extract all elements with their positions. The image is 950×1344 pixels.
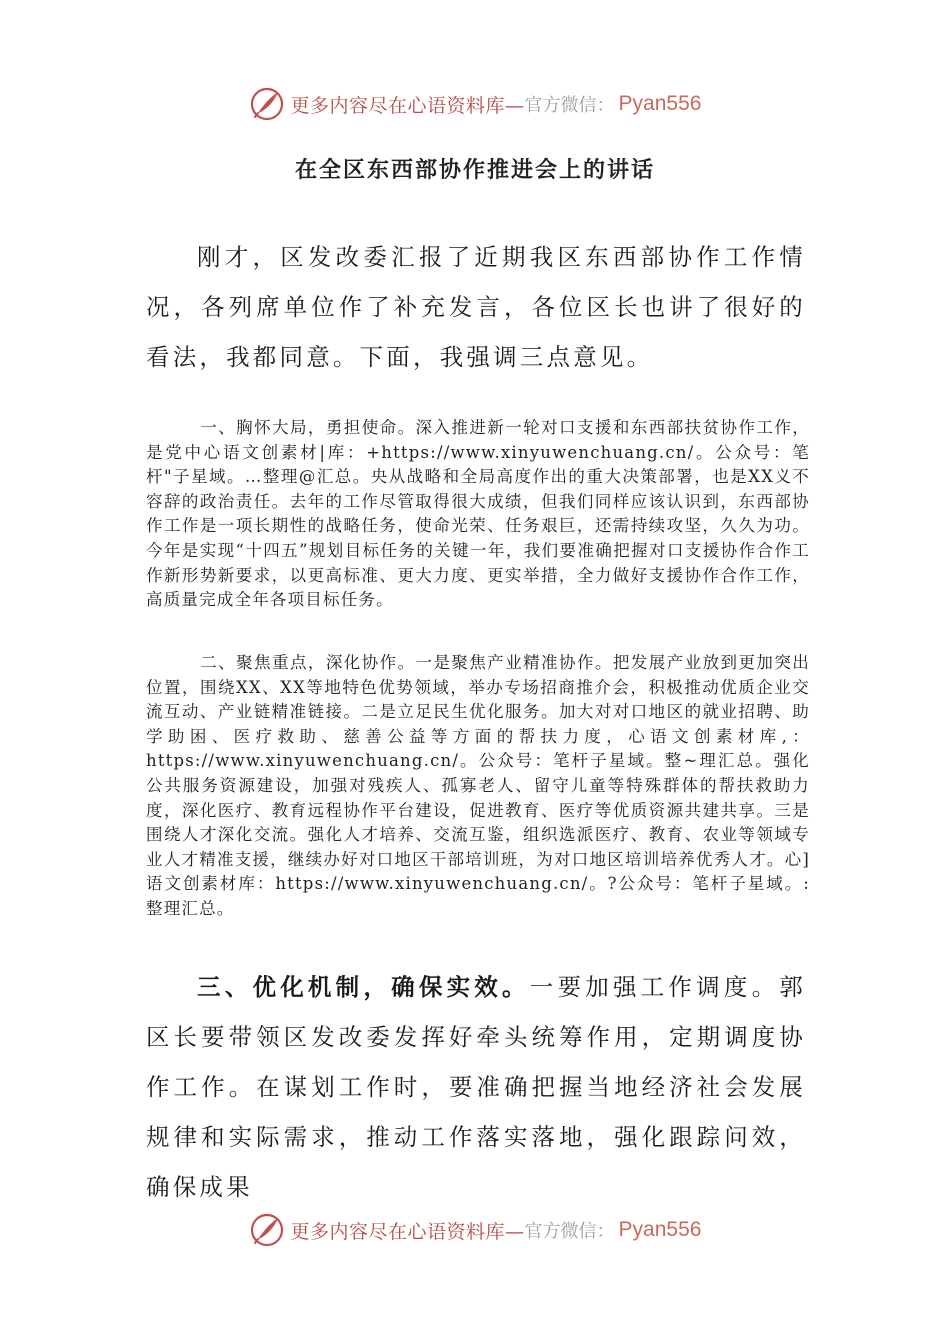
wechat-label: 官方微信： [524,1221,615,1242]
quill-pen-logo-icon [249,1212,285,1248]
banner-text: 更多内容尽在心语资料库— [290,1220,525,1243]
banner-text: 更多内容尽在心语资料库— [290,94,525,117]
paragraph-section-two-text: 二、聚焦重点，深化协作。一是聚焦产业精准协作。把发展产业放到更加突出位置，围绕XX、XX等地特色优势领域，举办专场招商推介会，积极推动优质企业交流互动、产业链精准链接。二是立足民生优化服务。加大对对口地区的就业招聘、助学助困、医疗救助、慈善公益等方面的帮扶力度，心语文创素材库,：https://www.xinyuwenchuang.cn/。公众号：笔杆子星域。整~理汇总。强化公共服务资源建设，加强对残疾人、孤寡老人、留守儿童等特殊群体的帮扶救助力度，深化医疗、教育远程协作平台建设，促进教育、医疗等优质资源共建共享。三是围绕人才深化交流。强化人才培养、交流互鉴，组织选派医疗、教育、农业等领域专业人才精准支援，继续办好对口地区干部培训班，为对口地区培训培养优秀人才。心]语文创素材库：https://www.xinyuwenchuang.cn/。?公众号：笔杆子星域。:整理汇总。 [146,653,810,918]
paragraph-intro [146,232,806,382]
paragraph-section-two [146,651,810,922]
header-banner [0,84,950,124]
wechat-label: 官方微信： [524,95,615,116]
footer-banner [0,1210,950,1250]
wechat-id: Pyan556 [618,92,702,115]
document-title: 在全区东西部协作推进会上的讲话 [294,158,655,183]
paragraph-section-one-text: 一、胸怀大局，勇担使命。深入推进新一轮对口支援和东西部扶贫协作工作，是党中心语文创素材|库：+https://www.xinyuwenchuang.cn/。公众号：笔杆"子星域。…整理@汇总。央从战略和全局高度作出的重大决策部署，也是XX义不容辞的政治责任。去年的工作尽管取得很大成绩，但我们同样应该认识到，东西部协作工作是一项长期性的战略任务，使命光荣、任务艰巨，还需持续攻坚，久久为功。今年是实现“十四五”规划目标任务的关键一年，我们要准确把握对口支援协作合作工作新形势新要求，以更高标准、更大力度、更实举措，全力做好支援协作合作工作，高质量完成全年各项目标任务。 [146,418,810,610]
wechat-id: Pyan556 [618,1218,702,1241]
section-three-heading: 三、优化机制，确保实效。 [196,973,530,1001]
paragraph-intro-text: 刚才，区发改委汇报了近期我区东西部协作工作情况，各列席单位作了补充发言，各位区长也讲了很好的看法，我都同意。下面，我强调三点意见。 [146,243,806,371]
paragraph-section-one [146,416,810,613]
quill-pen-logo-icon [249,86,285,122]
paragraph-section-three [146,962,806,1212]
section-three-body: 一要加强工作调度。郭区长要带领区发改委发挥好牵头统筹作用，定期调度协作工作。在谋划工作时，要准确把握当地经济社会发展规律和实际需求，推动工作落实落地，强化跟踪问效，确保成果 [146,973,807,1201]
